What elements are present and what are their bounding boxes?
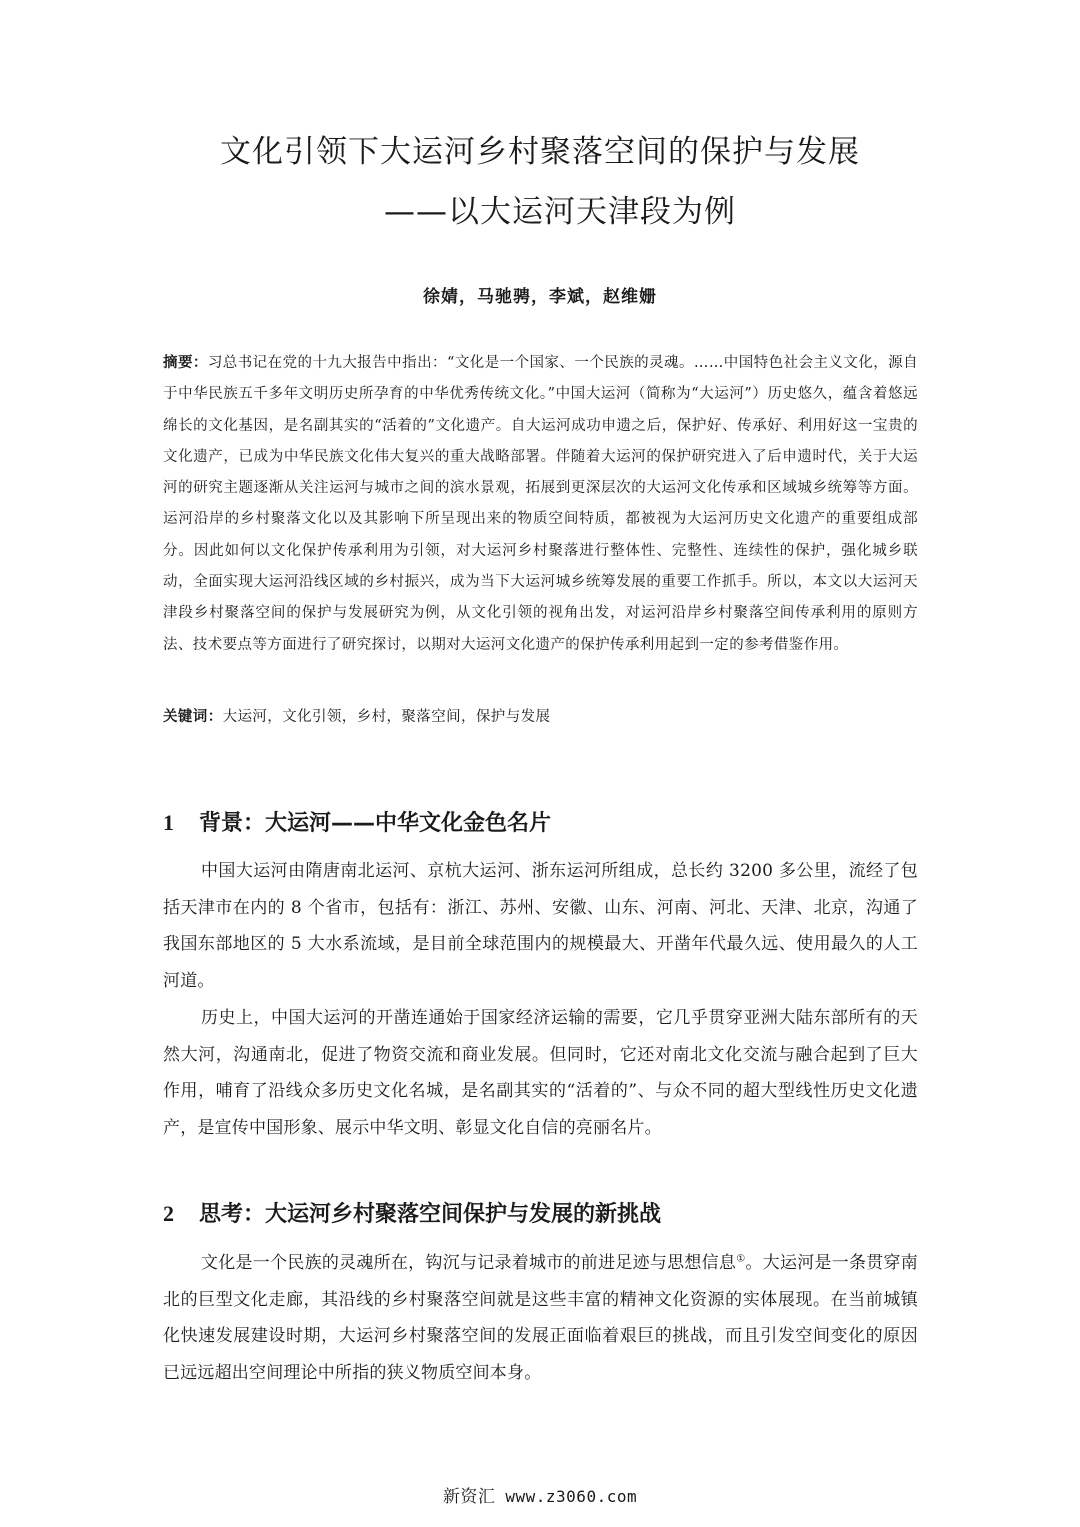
section-1-paragraph-2: 历史上，中国大运河的开凿连通始于国家经济运输的需要，它几乎贯穿亚洲大陆东部所有的天然大河，沟通南北，促进了物资交流和商业发展。但同时，它还对南北文化交流与融合起到了巨大作用，哺育了沿线众多历史文化名城，是名副其实的“活着的”、与众不同的超大型线性历史文化遗产，是宣传中国形象、展示中华文明、彰显文化自信的亮丽名片。 <box>163 1008 918 1138</box>
section-1-heading <box>163 806 551 837</box>
section-1-number: 1 <box>163 810 174 835</box>
section-1-paragraph-1: 中国大运河由隋唐南北运河、京杭大运河、浙东运河所组成，总长约 3200 多公里，流经了包括天津市在内的 8 个省市，包括有：浙江、苏州、安徽、山东、河南、河北、天津、北京，沟通了我国东部地区的 5 大水系流域，是目前全球范围内的规模最大、开凿年代最久远、使用最久的人工河道。 <box>163 861 918 991</box>
section-2-title: 思考：大运河乡村聚落空间保护与发展的新挑战 <box>199 1202 662 1227</box>
paper-subtitle: ——以大运河天津段为例 <box>384 194 736 230</box>
section-2-paragraph-1 <box>163 1245 918 1391</box>
abstract-label: 摘要： <box>163 354 208 371</box>
section-1-title: 背景：大运河——中华文化金色名片 <box>199 811 552 836</box>
paper-title: 文化引领下大运河乡村聚落空间的保护与发展 <box>220 134 860 170</box>
abstract <box>163 347 918 661</box>
paragraph-text-after-note: 。大运河是一条贯穿南北的巨型文化走廊，其沿线的乡村聚落空间就是这些丰富的精神文化资源的实体展现。在当前城镇化快速发展建设时期，大运河乡村聚落空间的发展正面临着艰巨的挑战，而且引发空间变化的原因已远远超出空间理论中所指的狭义物质空间本身。 <box>163 1253 918 1383</box>
author-list: 徐婧，马驰骋，李斌，赵维姗 <box>423 287 657 307</box>
page-footer-watermark <box>0 1482 1080 1507</box>
keywords-label: 关键词： <box>163 708 223 725</box>
keywords <box>163 701 918 733</box>
footer-brand: 新资汇 <box>442 1487 496 1507</box>
section-2-number: 2 <box>163 1201 174 1226</box>
footer-site-link[interactable]: www.z3060.com <box>505 1487 638 1506</box>
paragraph-text-before-note: 文化是一个民族的灵魂所在，钩沉与记录着城市的前进足迹与思想信息 <box>201 1253 737 1273</box>
abstract-text: 习总书记在党的十九大报告中指出：“文化是一个国家、一个民族的灵魂。……中国特色社会主义文化，源自于中华民族五千多年文明历史所孕育的中华优秀传统文化。”中国大运河（简称为“大运河”）历史悠久，蕴含着悠远绵长的文化基因，是名副其实的“活着的”文化遗产。自大运河成功申遗之后，保护好、传承好、利用好这一宝贵的文化遗产，已成为中华民族文化伟大复兴的重大战略部署。伴随着大运河的保护研究进入了后申遗时代，关于大运河的研究主题逐渐从关注运河与城市之间的滨水景观，拓展到更深层次的大运河文化传承和区域城乡统筹等方面。运河沿岸的乡村聚落文化以及其影响下所呈现出来的物质空间特质，都被视为大运河历史文化遗产的重要组成部分。因此如何以文化保护传承利用为引领，对大运河乡村聚落进行整体性、完整性、连续性的保护，强化城乡联动，全面实现大运河沿线区域的乡村振兴，成为当下大运河城乡统筹发展的重要工作抓手。所以，本文以大运河天津段乡村聚落空间的保护与发展研究为例，从文化引领的视角出发，对运河沿岸乡村聚落空间传承利用的原则方法、技术要点等方面进行了研究探讨，以期对大运河文化遗产的保护传承利用起到一定的参考借鉴作用。 <box>163 355 919 653</box>
keywords-text: 大运河，文化引领，乡村，聚落空间，保护与发展 <box>222 709 551 725</box>
section-2-heading <box>163 1197 661 1228</box>
footnote-reference[interactable]: ① <box>736 1253 746 1265</box>
